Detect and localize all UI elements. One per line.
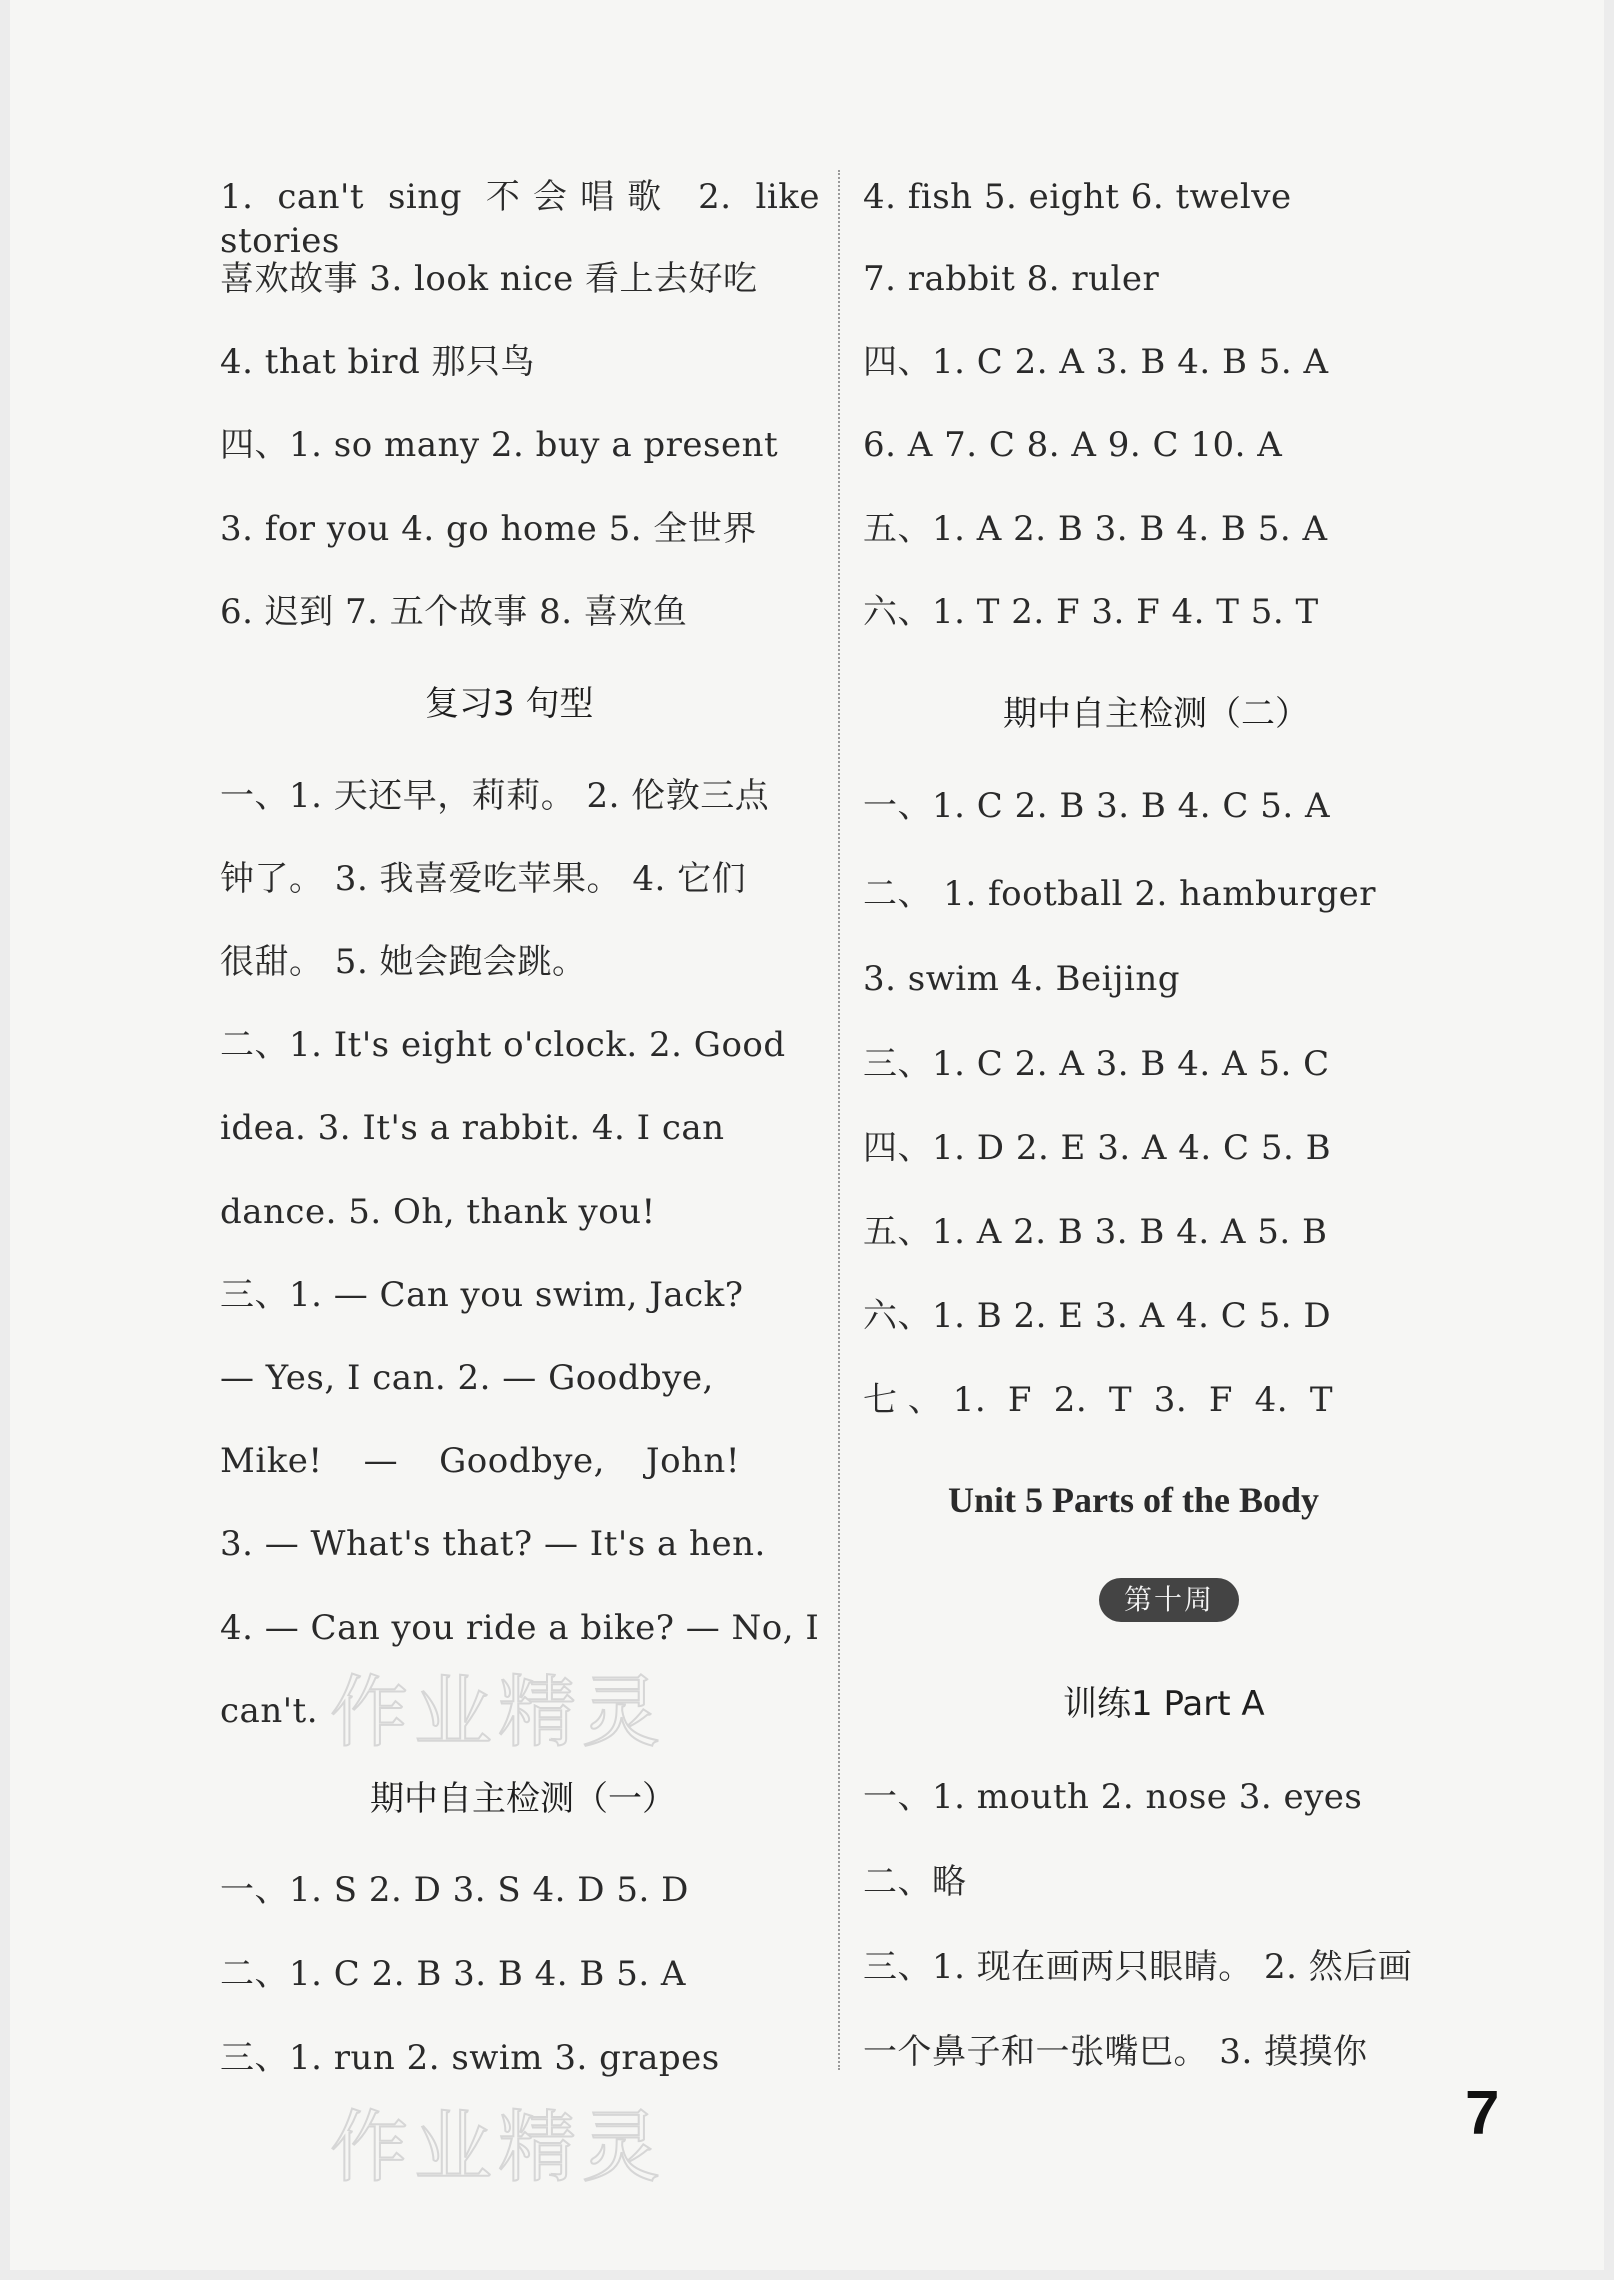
answer-line: 五、1. A 2. B 3. B 4. A 5. B	[863, 1212, 1328, 1252]
answer-line: 很甜。 5. 她会跑会跳。	[220, 942, 587, 982]
answer-line: 六、1. T 2. F 3. F 4. T 5. T	[863, 592, 1319, 632]
answer-line: 一、1. C 2. B 3. B 4. C 5. A	[863, 786, 1331, 826]
answer-line: 二、1. C 2. B 3. B 4. B 5. A	[220, 1954, 686, 1994]
answer-line: dance. 5. Oh, thank you!	[220, 1192, 656, 1232]
answer-line: 3. for you 4. go home 5. 全世界	[220, 509, 757, 549]
section-heading-midterm-1: 期中自主检测（一）	[370, 1779, 676, 1819]
column-divider	[838, 170, 840, 2070]
answer-line: 7. rabbit 8. ruler	[863, 259, 1160, 299]
answer-line: 4. — Can you ride a bike? — No, I	[220, 1608, 820, 1648]
answer-line: 4. fish 5. eight 6. twelve	[863, 177, 1292, 217]
answer-line: 一、1. 天还早，莉莉。 2. 伦敦三点	[220, 776, 770, 816]
section-heading-training-1: 训练1 Part A	[1063, 1684, 1265, 1724]
week-badge: 第十周	[1099, 1578, 1239, 1622]
answer-line: 三、1. run 2. swim 3. grapes	[220, 2038, 720, 2078]
answer-line: 三、1. — Can you swim, Jack?	[220, 1275, 744, 1315]
page-number: 7	[1465, 2079, 1500, 2148]
answer-line: Mike! — Goodbye, John!	[220, 1441, 740, 1481]
answer-line: 二、1. It's eight o'clock. 2. Good	[220, 1025, 786, 1065]
answer-line: 三、1. 现在画两只眼睛。 2. 然后画	[863, 1947, 1413, 1987]
section-heading-midterm-2: 期中自主检测（二）	[1003, 694, 1309, 734]
watermark: 作业精灵	[330, 1668, 667, 1758]
answer-key-page	[10, 0, 1604, 2270]
answer-line: 四、1. C 2. A 3. B 4. B 5. A	[863, 342, 1329, 382]
answer-line: idea. 3. It's a rabbit. 4. I can	[220, 1108, 725, 1148]
answer-line: 6. A 7. C 8. A 9. C 10. A	[863, 425, 1283, 465]
answer-line: 二、略	[863, 1862, 967, 1902]
answer-line: 钟了。 3. 我喜爱吃苹果。 4. 它们	[220, 859, 747, 899]
answer-line: 6. 迟到 7. 五个故事 8. 喜欢鱼	[220, 592, 688, 632]
answer-line: 一、1. S 2. D 3. S 4. D 5. D	[220, 1870, 689, 1910]
unit-title: Unit 5 Parts of the Body	[948, 1480, 1319, 1520]
answer-line: 一个鼻子和一张嘴巴。 3. 摸摸你	[863, 2032, 1368, 2072]
answer-line: 六、1. B 2. E 3. A 4. C 5. D	[863, 1296, 1332, 1336]
answer-line: 一、1. mouth 2. nose 3. eyes	[863, 1777, 1363, 1817]
answer-line: 七、1. F 2. T 3. F 4. T	[863, 1380, 1333, 1420]
answer-line: 4. that bird 那只鸟	[220, 342, 536, 382]
answer-line: — Yes, I can. 2. — Goodbye,	[220, 1358, 714, 1398]
answer-line: can't.	[220, 1691, 319, 1731]
answer-line: 1. can't sing 不会唱歌 2. like stories	[220, 177, 820, 261]
answer-line: 二、 1. football 2. hamburger	[863, 874, 1377, 914]
answer-line: 3. swim 4. Beijing	[863, 959, 1181, 999]
answer-line: 3. — What's that? — It's a hen.	[220, 1524, 766, 1564]
answer-line: 五、1. A 2. B 3. B 4. B 5. A	[863, 509, 1328, 549]
watermark: 作业精灵	[330, 2103, 667, 2193]
answer-line: 四、1. so many 2. buy a present	[220, 425, 779, 465]
answer-line: 三、1. C 2. A 3. B 4. A 5. C	[863, 1044, 1330, 1084]
answer-line: 喜欢故事 3. look nice 看上去好吃	[220, 259, 758, 299]
answer-line: 四、1. D 2. E 3. A 4. C 5. B	[863, 1128, 1332, 1168]
section-heading-review-3: 复习3 句型	[425, 684, 594, 724]
